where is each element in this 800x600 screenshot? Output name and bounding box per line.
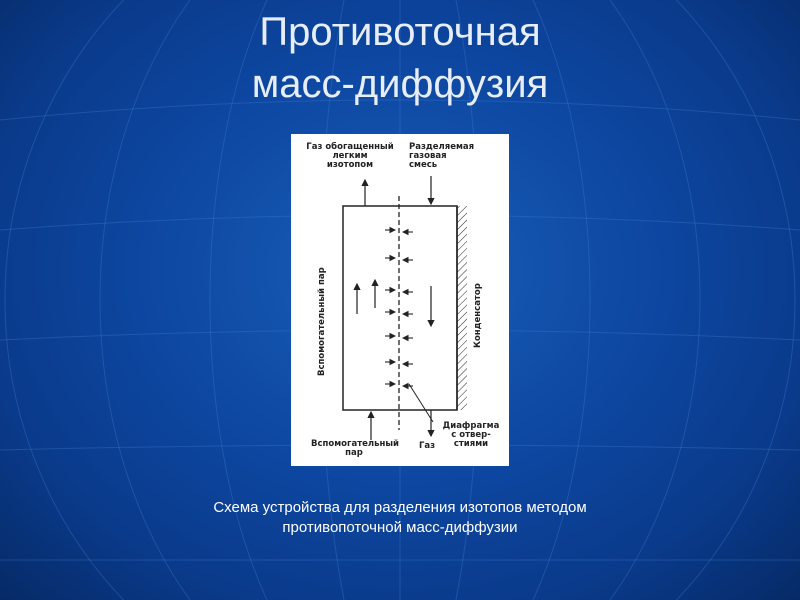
title-line-1: Противоточная bbox=[259, 10, 541, 54]
title-line-2: масс-диффузия bbox=[251, 62, 549, 106]
condenser-hatching bbox=[457, 206, 467, 410]
label-auxiliary-vapor-side: Вспомогательный пар bbox=[317, 267, 327, 376]
label-diaphragm: Диафрагма с отвер- стиями bbox=[442, 421, 500, 449]
label-separated-mixture: Разделяемая газовая смесь bbox=[409, 142, 475, 170]
slide-caption bbox=[0, 498, 800, 538]
slide-title bbox=[0, 6, 800, 110]
label-enriched-gas: Газ обогащенный легким изотопом bbox=[306, 142, 394, 170]
chamber-box bbox=[343, 206, 457, 410]
caption-line-1: Схема устройства для разделения изотопов методом bbox=[213, 499, 587, 516]
diffusion-diagram bbox=[291, 134, 509, 466]
label-condenser: Конденсатор bbox=[473, 283, 483, 348]
label-auxiliary-vapor-bottom: Вспомогательный пар bbox=[311, 439, 400, 458]
diaphragm-pointer bbox=[409, 384, 433, 422]
caption-line-2: противопоточной масс-диффузии bbox=[282, 519, 518, 536]
label-gas-bottom: Газ bbox=[418, 441, 436, 451]
